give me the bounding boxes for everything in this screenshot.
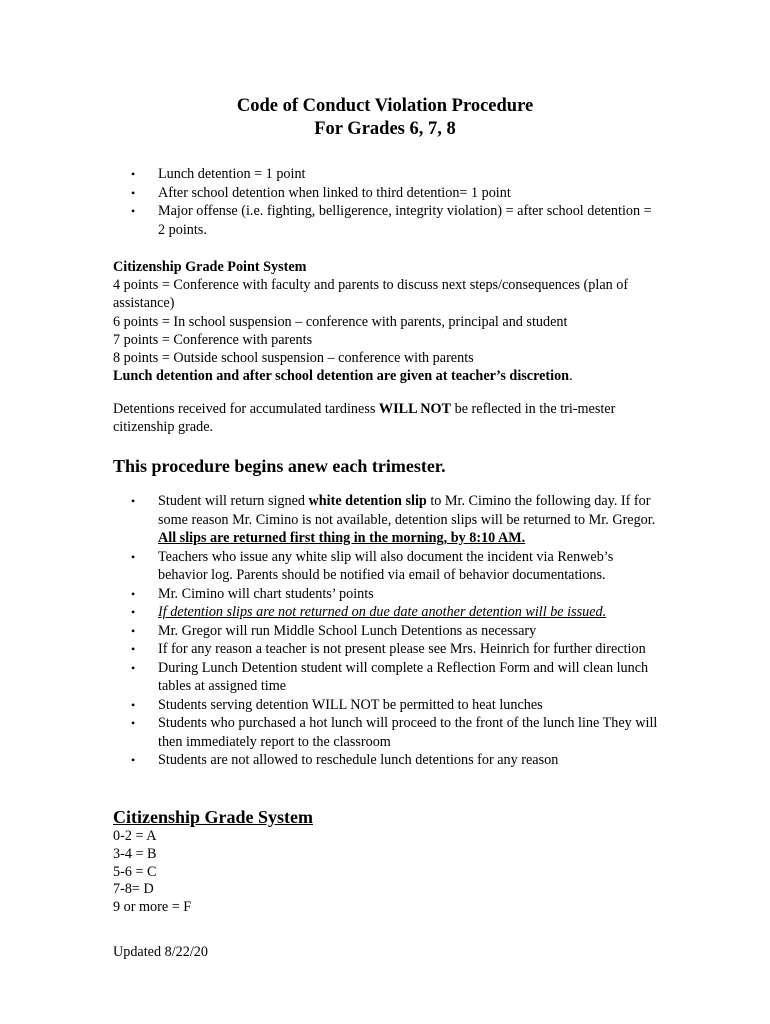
citizenship-point-system [113, 258, 658, 385]
point-line: 6 points = In school suspension – conference with parents, principal and student [113, 313, 568, 330]
point-line: 7 points = Conference with parents [113, 331, 313, 348]
document-subtitle: For Grades 6, 7, 8 [314, 119, 456, 139]
discretion-note: Lunch detention and after school detention are given at teacher’s discretion. [113, 368, 573, 385]
list-item: • Students are not allowed to reschedule lunch detentions for any reason [131, 752, 559, 768]
grade-line: 7-8= D [113, 881, 154, 898]
bullet-icon: • [131, 494, 136, 508]
list-item: • Mr. Cimino will chart students’ points [131, 585, 374, 602]
grade-line: 3-4 = B [113, 845, 157, 862]
grade-system-heading: Citizenship Grade System [113, 807, 313, 827]
point-line: 8 points = Outside school suspension – conference with parents [113, 350, 474, 367]
document-title: Code of Conduct Violation Procedure [236, 96, 534, 116]
list-item: • If for any reason a teacher is not present please see Mrs. Heinrich for further direction [131, 641, 646, 657]
list-item: • Students serving detention WILL NOT be permitted to heat lunches [131, 696, 543, 713]
list-item: • Teachers who issue any white slip will also document the incident via Renweb’s behavior log. Parents should be notified via email of behavior documentations. [131, 548, 614, 583]
list-item: • After school detention when linked to third detention= 1 point [131, 184, 511, 201]
grade-line: 0-2 = A [113, 828, 157, 844]
list-item: • Major offense (i.e. fighting, belligerence, integrity violation) = after school detention = 2 points. [131, 203, 652, 238]
grade-line: 5-6 = C [113, 863, 157, 880]
bullet-icon: • [131, 167, 136, 181]
point-values-list [113, 165, 658, 239]
bullet-icon: • [131, 697, 136, 712]
bullet-icon: • [131, 185, 136, 200]
list-item: • Students who purchased a hot lunch will proceed to the front of the lunch line They will then immediately report to the classroom [131, 715, 658, 750]
bullet-icon: • [131, 586, 136, 601]
bullet-icon: • [131, 660, 136, 675]
bullet-icon: • [131, 605, 136, 619]
list-item: • Student will return signed white detention slip to Mr. Cimino the following day. If for some reason Mr. Cimino is not available, detention slips will be returned to Mr. Gregor. All slips are returned first thing in the morning, by 8:10 AM. [131, 493, 656, 546]
section-heading: Citizenship Grade Point System [113, 259, 307, 275]
bullet-icon: • [131, 623, 136, 638]
procedure-heading: This procedure begins anew each trimester. [113, 456, 446, 476]
list-item: • Lunch detention = 1 point [131, 166, 306, 182]
updated-date: Updated 8/22/20 [113, 944, 208, 960]
list-item: • Mr. Gregor will run Middle School Lunch Detentions as necessary [131, 622, 537, 639]
point-line: 4 points = Conference with faculty and parents to discuss next steps/consequences (plan of assistance) [113, 277, 629, 312]
tardiness-note: Detentions received for accumulated tardiness WILL NOT be reflected in the tri-mester citizenship grade. [113, 401, 616, 436]
bullet-icon: • [131, 204, 136, 218]
grade-line: 9 or more = F [113, 899, 192, 916]
list-item: • If detention slips are not returned on due date another detention will be issued. [131, 604, 607, 620]
bullet-icon: • [131, 753, 136, 767]
bullet-icon: • [131, 549, 136, 564]
bullet-icon: • [131, 716, 136, 730]
bullet-icon: • [131, 642, 136, 656]
grade-scale [113, 828, 658, 917]
list-item: • During Lunch Detention student will complete a Reflection Form and will clean lunch tables at assigned time [131, 659, 649, 694]
procedure-list [113, 492, 658, 770]
